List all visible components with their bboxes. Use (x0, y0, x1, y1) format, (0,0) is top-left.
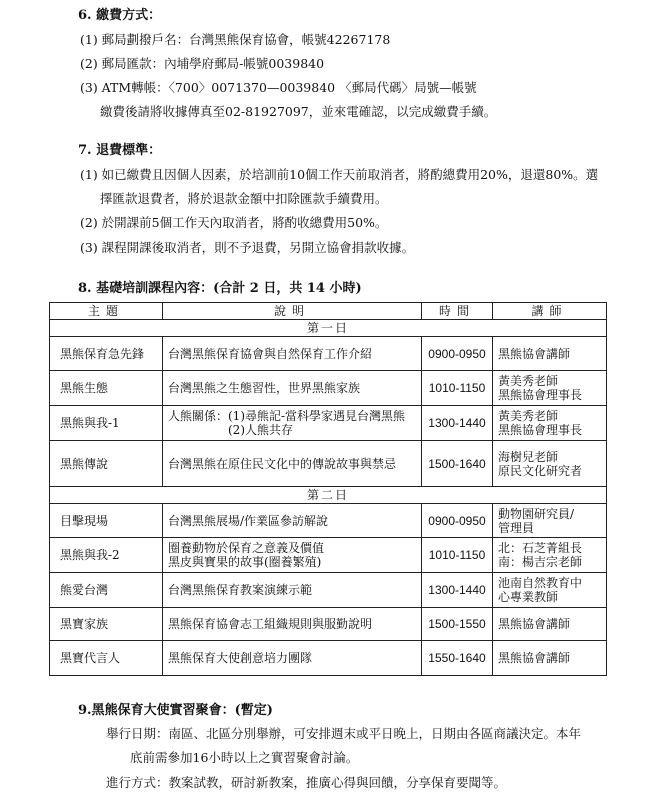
header-topic: 主題 (50, 303, 163, 320)
lecturer-cell (493, 608, 607, 641)
section-8-heading: 8. 基礎培訓課程內容：(合計 2 日，共 14 小時) (78, 281, 362, 296)
description-line: 台灣黑熊保育教案演練示範 (168, 583, 313, 597)
description-line: 人熊關係：(1)尋熊記-當科學家遇見台灣黑熊 (168, 409, 406, 423)
lecturer-cell (493, 573, 607, 608)
description-line: 黑熊保育大使創意培力團隊 (168, 651, 313, 665)
lecturer-line: 黑熊協會講師 (498, 346, 571, 361)
description-line: 台灣黑熊保育協會與自然保育工作介紹 (168, 346, 373, 361)
time-cell: 1500-1550 (422, 608, 493, 641)
description-cell (163, 337, 422, 371)
lecturer-line: 池南自然教育中 (498, 576, 583, 590)
meeting-line-1b: 底前需參加16小時以上之實習聚會討論。 (130, 750, 359, 765)
day-2-label: 第二日 (50, 487, 607, 504)
header-description: 說明 (163, 303, 422, 320)
table-row (50, 504, 607, 538)
lecturer-line: 黃美秀老師 (498, 409, 559, 423)
description-line: 台灣黑熊展場/作業區參訪解說 (168, 513, 329, 528)
lecturer-cell (493, 406, 607, 441)
description-cell (163, 608, 422, 641)
payment-line-3: (3) ATM轉帳：〈700〉0071370—0039840 〈郵局代碼〉局號—帳號 (80, 80, 477, 95)
section-7-heading: 7. 退費標準： (78, 143, 162, 158)
lecturer-line: 原民文化研究者 (498, 463, 583, 478)
payment-line-2: (2) 郵局匯款：內埔學府郵局-帳號0039840 (80, 56, 325, 71)
lecturer-line: 心專業教師 (498, 590, 559, 604)
lecturer-cell (493, 504, 607, 538)
table-row (50, 608, 607, 641)
lecturer-cell (493, 337, 607, 371)
lecturer-cell (493, 641, 607, 676)
time-cell: 1550-1640 (422, 641, 493, 676)
description-cell (163, 641, 422, 676)
topic-cell: 黑寶家族 (50, 608, 163, 641)
description-line: (2)人熊共存 (168, 423, 293, 437)
time-cell: 1300-1440 (422, 406, 493, 441)
refund-line-1a: (1) 如已繳費且因個人因素，於培訓前10個工作天前取消者，將酌總費用20%，退還80%。選 (80, 167, 599, 182)
meeting-line-2: 進行方式：教案試教，研討新教案，推廣心得與回饋，分享保育要聞等。 (106, 775, 507, 790)
description-line: 黑熊保育協會志工組織規則與服勤說明 (168, 617, 373, 631)
topic-cell: 黑寶代言人 (50, 641, 163, 676)
payment-line-4: 繳費後請將收據傳真至02-81927097，並來電確認，以完成繳費手續。 (100, 104, 497, 119)
day-2-row (50, 487, 607, 504)
section-6-heading: 6. 繳費方式： (78, 8, 162, 23)
time-cell: 1010-1150 (422, 371, 493, 406)
topic-cell: 黑熊保育急先鋒 (50, 337, 163, 371)
topic-cell: 黑熊傳說 (50, 441, 163, 487)
table-body (50, 320, 607, 676)
description-line: 圈養動物於保育之意義及價值 (168, 541, 325, 555)
refund-line-3: (3) 課程開課後取消者，則不予退費，另開立協會捐款收據。 (80, 240, 415, 255)
lecturer-line: 海樹兒老師 (498, 449, 559, 464)
day-1-row (50, 320, 607, 337)
lecturer-line: 黑熊協會理事長 (498, 423, 583, 437)
lecturer-line: 黑熊協會理事長 (498, 388, 583, 402)
table-row (50, 573, 607, 608)
lecturer-line: 黑熊協會講師 (498, 617, 571, 631)
header-time: 時間 (422, 303, 493, 320)
lecturer-cell (493, 371, 607, 406)
lecturer-line: 北：石芝菁組長 (498, 541, 583, 555)
time-cell: 1300-1440 (422, 573, 493, 608)
table-row (50, 371, 607, 406)
refund-line-1b: 擇匯款退費者，將於退款金額中扣除匯款手續費用。 (100, 191, 388, 206)
time-cell: 0900-0950 (422, 337, 493, 371)
topic-cell: 熊愛台灣 (50, 573, 163, 608)
description-cell (163, 573, 422, 608)
time-cell: 1500-1640 (422, 441, 493, 487)
lecturer-line: 南：楊吉宗老師 (498, 555, 583, 569)
meeting-line-1a: 舉行日期：南區、北區分別舉辦，可安排週末或平日晚上，日期由各區商議決定。本年 (106, 726, 582, 741)
description-cell (163, 441, 422, 487)
topic-cell: 黑熊與我-2 (50, 538, 163, 573)
table-row (50, 441, 607, 487)
description-cell (163, 406, 422, 441)
table-row (50, 337, 607, 371)
description-cell (163, 538, 422, 573)
lecturer-line: 黑熊協會講師 (498, 651, 571, 665)
table-header-row (50, 303, 607, 320)
description-line: 台灣黑熊在原住民文化中的傳說故事與禁忌 (168, 456, 397, 471)
time-cell: 0900-0950 (422, 504, 493, 538)
course-table (49, 302, 607, 676)
table-row (50, 641, 607, 676)
description-line: 黑皮與寶果的故事(圈養繁殖) (168, 555, 322, 569)
description-cell (163, 371, 422, 406)
topic-cell: 目擊現場 (50, 504, 163, 538)
lecturer-line: 動物園研究員/ (498, 506, 575, 521)
topic-cell: 黑熊與我-1 (50, 406, 163, 441)
table-row (50, 406, 607, 441)
time-cell: 1010-1150 (422, 538, 493, 573)
payment-line-1: (1) 郵局劃撥戶名：台灣黑熊保育協會，帳號42267178 (80, 32, 391, 47)
day-1-label: 第一日 (50, 320, 607, 337)
description-cell (163, 504, 422, 538)
description-line: 台灣黑熊之生態習性，世界黑熊家族 (168, 381, 361, 395)
lecturer-cell (493, 441, 607, 487)
refund-line-2: (2) 於開課前5個工作天內取消者，將酌收總費用50%。 (80, 215, 388, 230)
table-row (50, 538, 607, 573)
topic-cell: 黑熊生態 (50, 371, 163, 406)
lecturer-line: 黃美秀老師 (498, 374, 559, 388)
section-9-heading: 9.黑熊保育大使實習聚會：(暫定) (78, 703, 273, 718)
header-lecturer: 講師 (493, 303, 607, 320)
lecturer-cell (493, 538, 607, 573)
lecturer-line: 管理員 (498, 520, 535, 535)
